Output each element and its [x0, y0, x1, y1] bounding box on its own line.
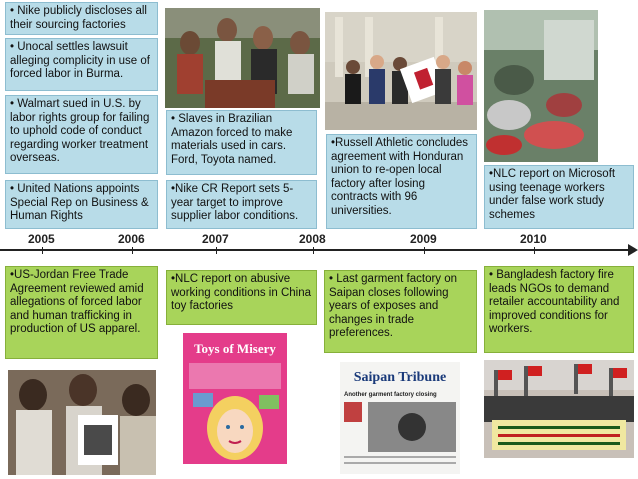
event-un-rep: • United Nations appoints Special Rep on Business & Human Rights — [5, 180, 158, 229]
jordan-workers-illustration — [8, 370, 156, 475]
factory-workers-illustration — [484, 10, 598, 162]
event-jordan: •US-Jordan Free Trade Agreement reviewed amid allegations of forced labor and human trafficking in production of US apparel. — [5, 266, 158, 359]
event-saipan: • Last garment factory on Saipan closes following years of exposes and changes in trade preferences. — [324, 270, 477, 353]
year-2010: 2010 — [520, 232, 547, 246]
year-2009: 2009 — [410, 232, 437, 246]
event-brazil-slaves: • Slaves in Brazilian Amazon forced to make materials used in cars. Ford, Toyota named. — [166, 110, 317, 175]
event-nike-disclose: • Nike publicly discloses all their sourcing factories — [5, 2, 158, 35]
year-2007: 2007 — [202, 232, 229, 246]
tick-2006 — [132, 247, 133, 254]
tick-2008 — [313, 247, 314, 254]
russell-protest-illustration — [325, 12, 477, 130]
event-unocal: • Unocal settles lawsuit alleging complicity in use of forced labor in Burma. — [5, 38, 158, 91]
tick-2010 — [534, 247, 535, 254]
newspaper-photo — [340, 362, 460, 474]
photo-bangladesh-protest — [484, 360, 634, 458]
barbie-illustration — [183, 333, 287, 464]
toys-report-title: Toys of Misery — [194, 341, 276, 356]
tick-2005 — [42, 247, 43, 254]
photo-saipan-tribune — [340, 362, 460, 474]
year-2005: 2005 — [28, 232, 55, 246]
photo-toys-of-misery — [183, 333, 287, 464]
brazil-workers-illustration — [165, 8, 320, 108]
photo-brazil-workers — [165, 8, 320, 108]
year-2008: 2008 — [299, 232, 326, 246]
event-nike-cr: •Nike CR Report sets 5-year target to improve supplier labor conditions. — [166, 180, 317, 229]
event-russell: •Russell Athletic concludes agreement with Honduran union to re-open local factory after losing contracts with 96 universities. — [326, 134, 477, 229]
timeline-arrowhead — [628, 244, 638, 256]
photo-jordan-workers — [8, 370, 156, 475]
event-microsoft: •NLC report on Microsoft using teenage workers under false work study schemes — [484, 165, 634, 229]
event-china-toys: •NLC report on abusive working conditions in China toy factories — [166, 270, 317, 325]
event-bangladesh: • Bangladesh factory fire leads NGOs to demand retailer accountability and improved conditions for workers. — [484, 266, 634, 353]
photo-russell-protest — [325, 12, 477, 130]
bangladesh-protest-illustration — [484, 360, 634, 458]
tick-2009 — [424, 247, 425, 254]
timeline-axis — [0, 249, 632, 251]
newspaper-masthead: Saipan Tribune — [353, 370, 447, 385]
tick-2007 — [216, 247, 217, 254]
year-2006: 2006 — [118, 232, 145, 246]
event-walmart: • Walmart sued in U.S. by labor rights group for failing to uphold code of conduct regarding worker treatment overseas. — [5, 95, 158, 174]
newspaper-headline: Another garment factory closing — [344, 392, 437, 398]
photo-microsoft-factory — [484, 10, 598, 162]
